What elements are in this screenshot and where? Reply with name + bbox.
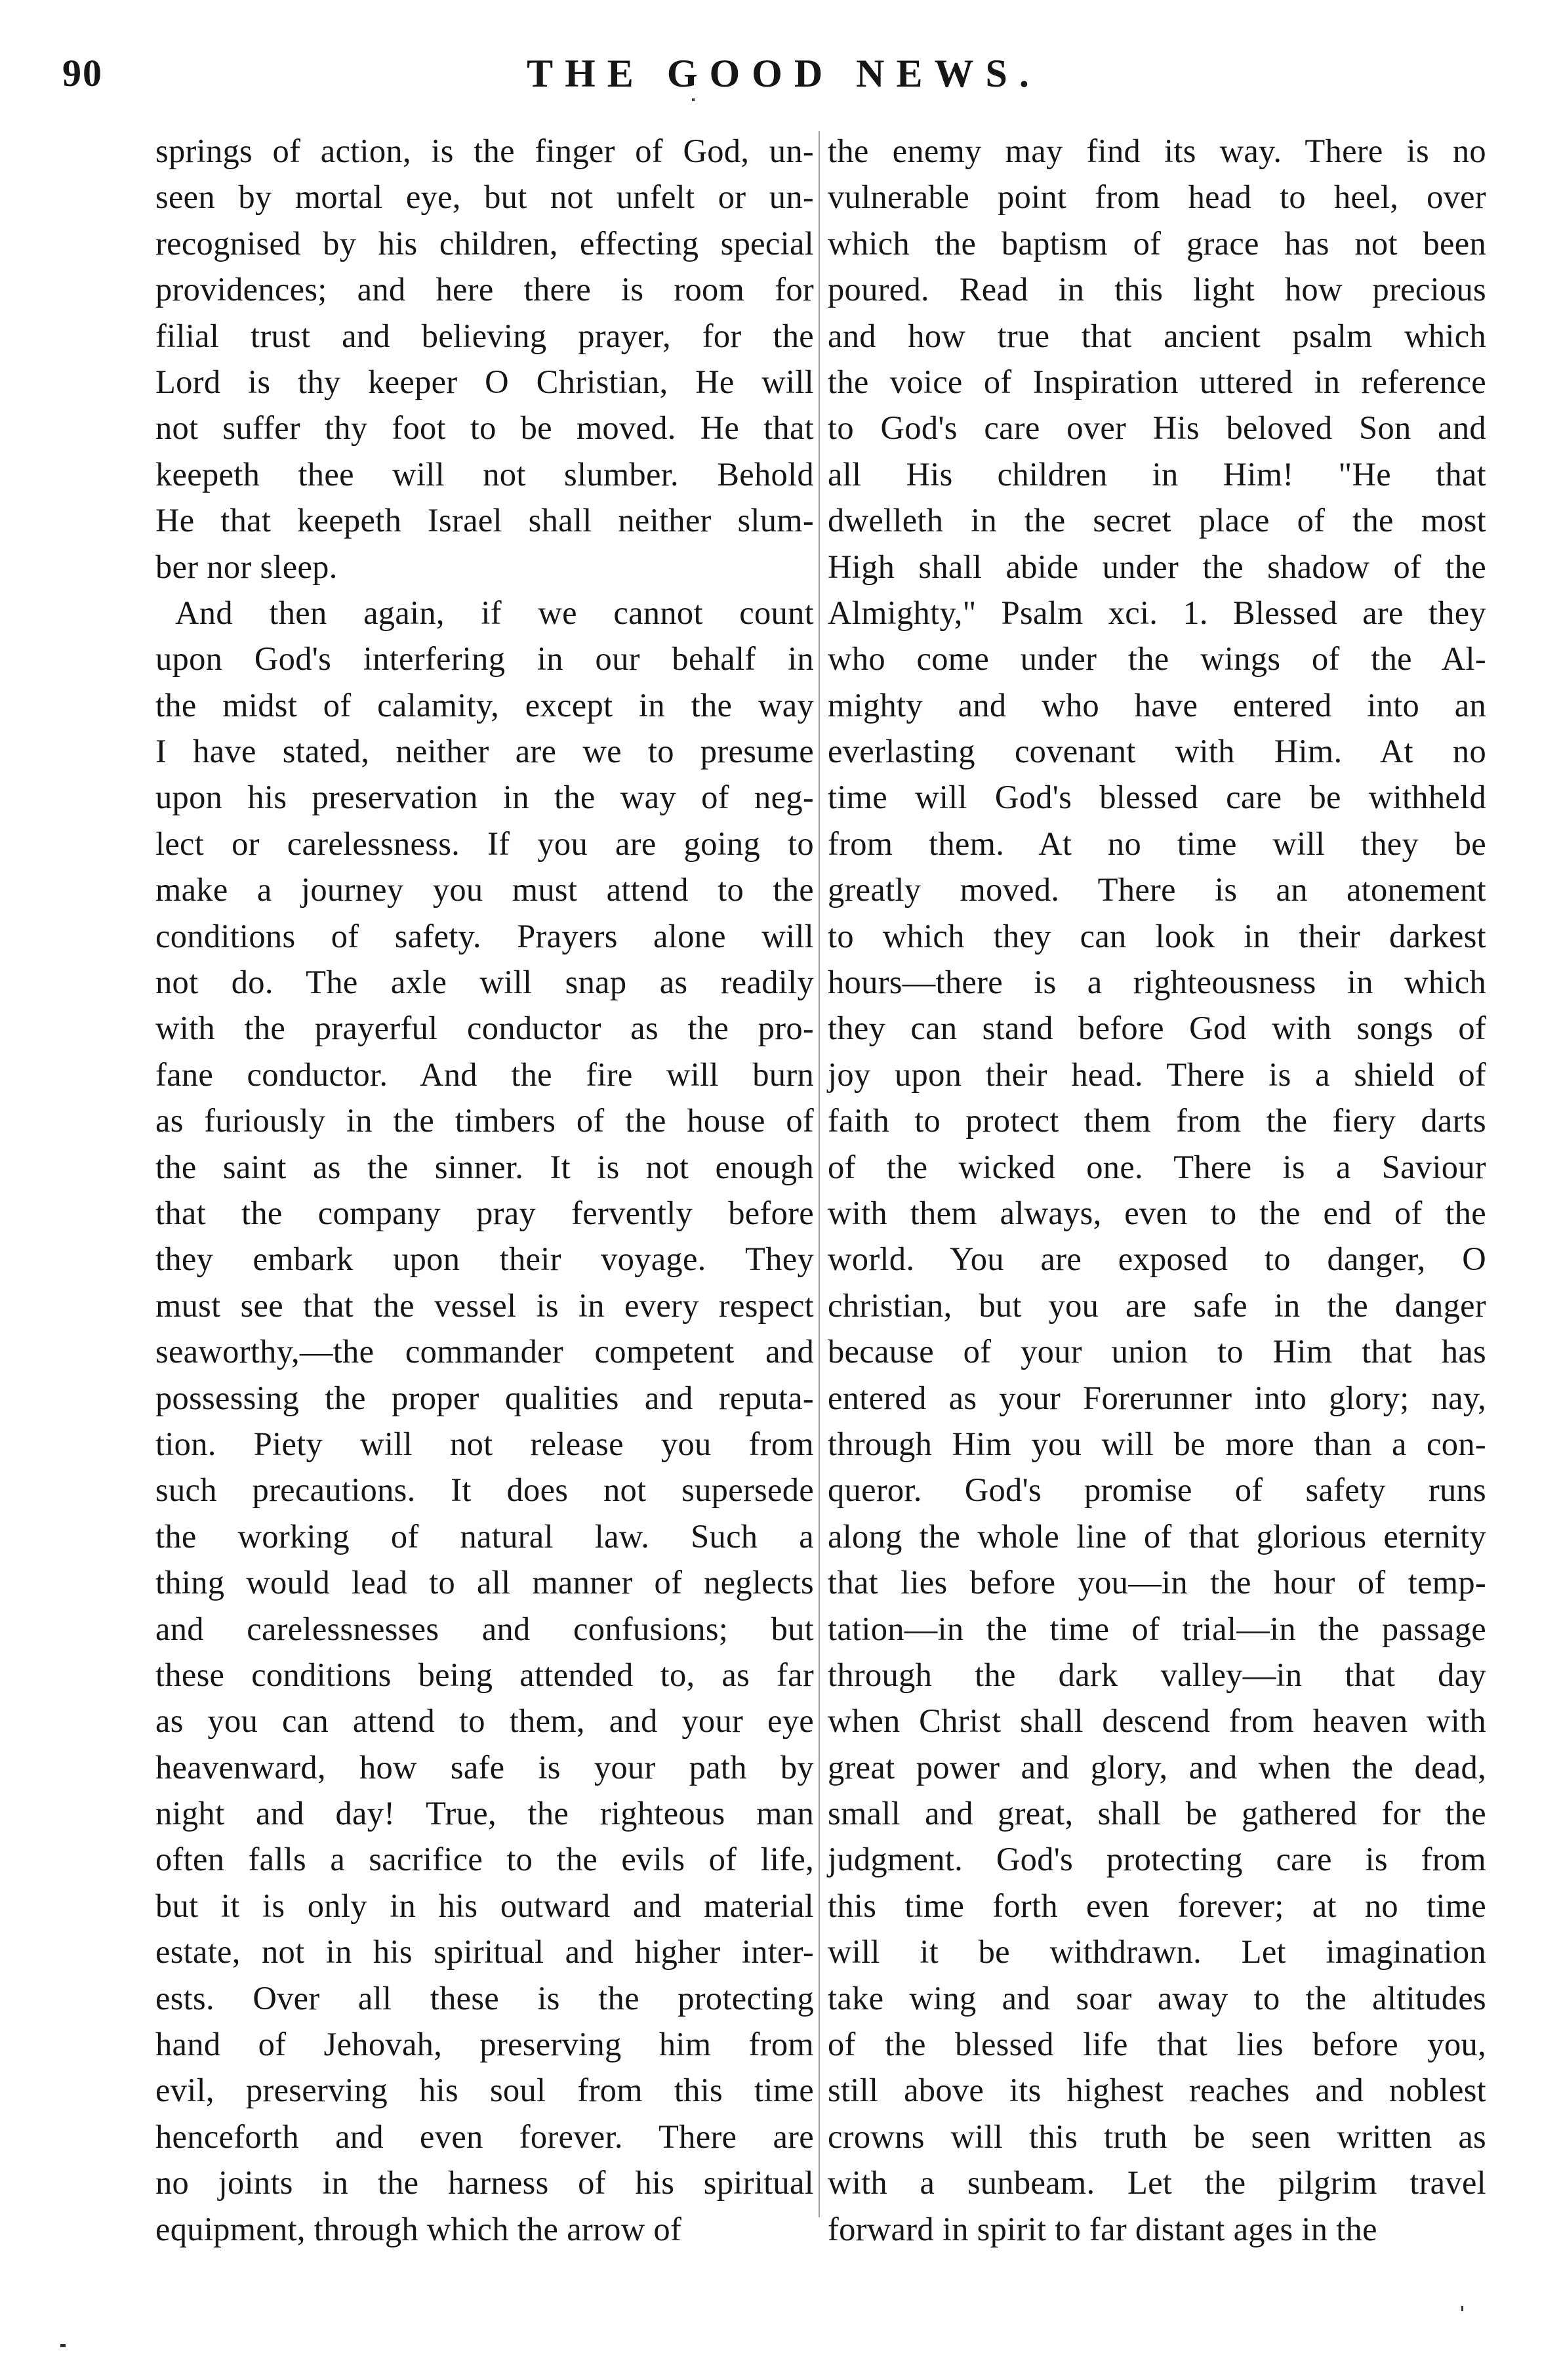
text-line: not suffer thy foot to be moved. He that <box>155 409 814 447</box>
text-line: they embark upon their voyage. They <box>155 1241 814 1278</box>
text-line: tation—in the time of trial—in the passage <box>828 1610 1486 1647</box>
text-line: filial trust and believing prayer, for the <box>155 317 814 354</box>
text-line: forward in spirit to far distant ages in the <box>828 2210 1377 2247</box>
text-line: will it be withdrawn. Let imagination <box>828 1933 1486 1971</box>
text-line: who come under the wings of the Al- <box>828 640 1486 678</box>
text-line: recognised by his children, effecting special <box>155 224 814 262</box>
text-line: upon his preservation in the way of neg- <box>155 779 814 816</box>
text-line: with the prayerful conductor as the pro- <box>155 1010 814 1047</box>
text-line: all His children in Him! "He that <box>828 455 1486 493</box>
print-speck <box>60 2344 66 2347</box>
text-line: to which they can look in their darkest <box>828 917 1486 954</box>
text-line: night and day! True, the righteous man <box>155 1795 814 1832</box>
text-line: but it is only in his outward and material <box>155 1887 814 1924</box>
text-line: dwelleth in the secret place of the most <box>828 502 1486 539</box>
text-line: the saint as the sinner. It is not enough <box>155 1148 814 1185</box>
text-line: everlasting covenant with Him. At no <box>828 733 1486 770</box>
text-line: entered as your Forerunner into glory; nay, <box>828 1379 1486 1416</box>
text-line: tion. Piety will not release you from <box>155 1425 814 1462</box>
text-line: I have stated, neither are we to presume <box>155 733 814 770</box>
text-line: of the blessed life that lies before you, <box>828 2026 1486 2063</box>
text-line: still above its highest reaches and noblest <box>828 2072 1486 2109</box>
text-line: equipment, through which the arrow of <box>155 2210 682 2247</box>
text-line: and how true that ancient psalm which <box>828 317 1486 354</box>
text-line: queror. God's promise of safety runs <box>828 1471 1486 1509</box>
text-line: of the wicked one. There is a Saviour <box>828 1148 1486 1185</box>
text-line: they can stand before God with songs of <box>828 1010 1486 1047</box>
text-line: as furiously in the timbers of the house of <box>155 1102 814 1139</box>
text-line: possessing the proper qualities and reputa- <box>155 1379 814 1416</box>
text-line: Almighty," Psalm xci. 1. Blessed are they <box>828 594 1486 631</box>
running-title: THE GOOD NEWS. <box>527 52 1041 95</box>
text-line: thing would lead to all manner of neglects <box>155 1564 814 1601</box>
text-line: He that keepeth Israel shall neither slum- <box>155 502 814 539</box>
text-line: joy upon their head. There is a shield of <box>828 1056 1486 1093</box>
text-line: with a sunbeam. Let the pilgrim travel <box>828 2164 1486 2202</box>
page-number: 90 <box>62 52 103 94</box>
text-line: fane conductor. And the fire will burn <box>155 1056 814 1093</box>
text-line: upon God's interfering in our behalf in <box>155 640 814 678</box>
text-line: as you can attend to them, and your eye <box>155 1702 814 1740</box>
text-line: mighty and who have entered into an <box>828 686 1486 724</box>
text-line: hand of Jehovah, preserving him from <box>155 2026 814 2063</box>
text-line: seen by mortal eye, but not unfelt or un- <box>155 178 814 216</box>
text-line: henceforth and even forever. There are <box>155 2118 814 2155</box>
text-line: heavenward, how safe is your path by <box>155 1748 814 1786</box>
text-line: And then again, if we cannot count <box>175 594 814 631</box>
text-line: and carelessnesses and confusions; but <box>155 1610 814 1647</box>
text-line: greatly moved. There is an atonement <box>828 871 1486 909</box>
text-line: lect or carelessness. If you are going to <box>155 825 814 862</box>
text-line: when Christ shall descend from heaven with <box>828 1702 1486 1740</box>
text-line: through Him you will be more than a con- <box>828 1425 1486 1462</box>
text-line: great power and glory, and when the dead, <box>828 1748 1486 1786</box>
text-line: keepeth thee will not slumber. Behold <box>155 455 814 493</box>
text-line: small and great, shall be gathered for the <box>828 1795 1486 1832</box>
text-line: High shall abide under the shadow of the <box>828 548 1486 585</box>
text-line: to God's care over His beloved Son and <box>828 409 1486 447</box>
text-line: with them always, even to the end of the <box>828 1194 1486 1231</box>
text-line: providences; and here there is room for <box>155 271 814 308</box>
text-line: conditions of safety. Prayers alone will <box>155 917 814 954</box>
text-line: Lord is thy keeper O Christian, He will <box>155 363 814 400</box>
text-line: ber nor sleep. <box>155 548 338 585</box>
text-line: these conditions being attended to, as far <box>155 1656 814 1693</box>
page-header <box>62 51 1505 123</box>
text-line: which the baptism of grace has not been <box>828 224 1486 262</box>
text-line: the enemy may find its way. There is no <box>828 133 1486 169</box>
text-line: the midst of calamity, except in the way <box>155 686 814 724</box>
text-line: world. You are exposed to danger, O <box>828 1241 1486 1278</box>
print-speck <box>1461 2306 1463 2311</box>
text-line: make a journey you must attend to the <box>155 871 814 909</box>
text-line: springs of action, is the finger of God, un- <box>155 133 814 169</box>
text-line: estate, not in his spiritual and higher inter- <box>155 1933 814 1971</box>
print-speck <box>692 98 695 101</box>
text-line: not do. The axle will snap as readily <box>155 964 814 1001</box>
text-line: the working of natural law. Such a <box>155 1517 814 1555</box>
text-line: vulnerable point from head to heel, over <box>828 178 1486 216</box>
text-line: take wing and soar away to the altitudes <box>828 1979 1486 2017</box>
text-line: christian, but you are safe in the danger <box>828 1286 1486 1324</box>
text-line: hours—there is a righteousness in which <box>828 964 1486 1001</box>
text-line: the voice of Inspiration uttered in reference <box>828 363 1486 400</box>
column-divider <box>819 131 820 2217</box>
text-line: because of your union to Him that has <box>828 1333 1486 1370</box>
text-line: poured. Read in this light how precious <box>828 271 1486 308</box>
text-line: along the whole line of that glorious eternity <box>828 1517 1486 1555</box>
text-line: that the company pray fervently before <box>155 1194 814 1231</box>
text-line: crowns will this truth be seen written as <box>828 2118 1486 2155</box>
text-line: time will God's blessed care be withheld <box>828 779 1486 816</box>
text-line: through the dark valley—in that day <box>828 1656 1486 1693</box>
text-line: that lies before you—in the hour of temp- <box>828 1564 1486 1601</box>
left-column <box>155 128 814 2252</box>
text-line: must see that the vessel is in every respect <box>155 1286 814 1324</box>
text-line: judgment. God's protecting care is from <box>828 1841 1486 1878</box>
text-line: often falls a sacrifice to the evils of life, <box>155 1841 814 1878</box>
text-line: from them. At no time will they be <box>828 825 1486 862</box>
text-line: no joints in the harness of his spiritual <box>155 2164 814 2202</box>
text-line: faith to protect them from the fiery darts <box>828 1102 1486 1139</box>
text-line: evil, preserving his soul from this time <box>155 2072 814 2109</box>
text-line: seaworthy,—the commander competent and <box>155 1333 814 1370</box>
right-column <box>828 128 1486 2252</box>
text-line: such precautions. It does not supersede <box>155 1471 814 1509</box>
text-line: ests. Over all these is the protecting <box>155 1979 814 2017</box>
text-line: this time forth even forever; at no time <box>828 1887 1486 1924</box>
